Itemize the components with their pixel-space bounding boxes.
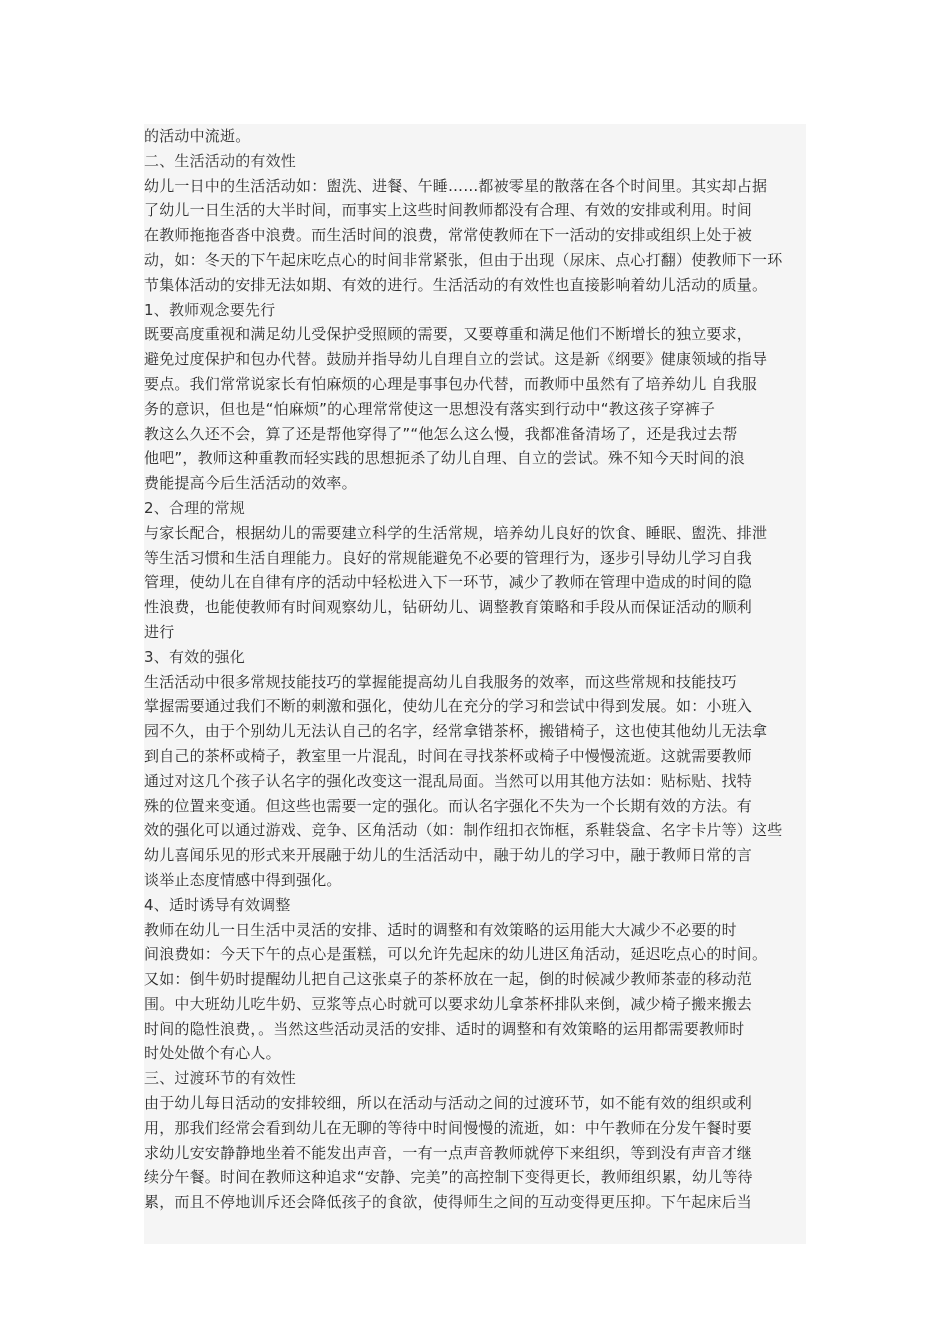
text-line: 用，那我们经常会看到幼儿在无聊的等待中时间慢慢的流逝，如：中午教师在分发午餐时要	[144, 1118, 753, 1137]
text-line: 进行	[144, 622, 175, 641]
text-line: 等生活习惯和生活自理能力。良好的常规能避免不必要的管理行为，逐步引导幼儿学习自我	[144, 548, 753, 567]
text-line: 掌握需要通过我们不断的刺激和强化，使幼儿在充分的学习和尝试中得到发展。如：小班入	[144, 697, 753, 716]
text-line: 时处处做个有心人。	[144, 1044, 281, 1063]
text-line: 幼儿喜闻乐见的形式来开展融于幼儿的生活活动中，融于幼儿的学习中，融于教师日常的言	[144, 846, 753, 865]
text-line: 时间的隐性浪费，。当然这些活动灵活的安排、适时的调整和有效策略的运用都需要教师时	[144, 1019, 745, 1038]
text-line: 了幼儿一日生活的大半时间，而事实上这些时间教师都没有合理、有效的安排或利用。时间	[144, 201, 753, 220]
text-line: 与家长配合，根据幼儿的需要建立科学的生活常规，培养幼儿良好的饮食、睡眠、盥洗、排泄	[144, 523, 768, 542]
text-line: 教这么久还不会，算了还是帮他穿得了”“他怎么这么慢，我都准备清场了，还是我过去帮	[144, 424, 738, 443]
text-line: 累，而且不停地训斥还会降低孩子的食欲，使得师生之间的互动变得更压抑。下午起床后当	[144, 1193, 753, 1212]
subsection-heading: 4、适时诱导有效调整	[144, 895, 291, 914]
text-line: 他吧”，教师这种重教而轻实践的思想扼杀了幼儿自理、自立的尝试。殊不知今天时间的浪	[144, 449, 745, 468]
section-heading: 二、生活活动的有效性	[144, 151, 297, 170]
text-line: 节集体活动的安排无法如期、有效的进行。生活活动的有效性也直接影响着幼儿活动的质量。	[144, 275, 768, 294]
text-line: 避免过度保护和包办代替。鼓励并指导幼儿自理自立的尝试。这是新《纲要》健康领域的指导	[144, 350, 768, 369]
text-line: 的活动中流逝。	[144, 127, 251, 145]
subsection-heading: 1、教师观念要先行	[144, 300, 276, 319]
text-line: 生活活动中很多常规技能技巧的掌握能提高幼儿自我服务的效率，而这些常规和技能技巧	[144, 672, 737, 691]
text-line: 又如：倒牛奶时提醒幼儿把自己这张桌子的茶杯放在一起，倒的时候减少教师茶壶的移动范	[144, 970, 753, 989]
text-line: 围。中大班幼儿吃牛奶、豆浆等点心时就可以要求幼儿拿茶杯排队来倒，减少椅子搬来搬去	[144, 994, 753, 1013]
subsection-heading: 2、合理的常规	[144, 498, 245, 517]
text-line: 效的强化可以通过游戏、竞争、区角活动（如：制作纽扣衣饰框，系鞋袋盒、名字卡片等）这些	[144, 821, 783, 840]
text-line: 教师在幼儿一日生活中灵活的安排、适时的调整和有效策略的运用能大大减少不必要的时	[144, 920, 737, 939]
text-line: 续分午餐。时间在教师这种追求“安静、完美”的高控制下变得更长，教师组织累，幼儿等待	[144, 1168, 753, 1187]
text-line: 求幼儿安安静静地坐着不能发出声音，一有一点声音教师就停下来组织，等到没有声音才继	[144, 1143, 753, 1162]
text-line: 到自己的茶杯或椅子，教室里一片混乱，时间在寻找茶杯或椅子中慢慢流逝。这就需要教师	[144, 746, 753, 765]
text-line: 在教师拖拖沓沓中浪费。而生活时间的浪费，常常使教师在下一活动的安排或组织上处于被	[144, 226, 753, 245]
section-heading: 三、过渡环节的有效性	[144, 1069, 297, 1088]
text-line: 要点。我们常常说家长有怕麻烦的心理是事事包办代替，而教师中虽然有了培养幼儿 自我服	[144, 374, 757, 393]
text-line: 通过对这几个孩子认名字的强化改变这一混乱局面。当然可以用其他方法如：贴标贴、找特	[144, 771, 753, 790]
text-line: 既要高度重视和满足幼儿受保护受照顾的需要，又要尊重和满足他们不断增长的独立要求，	[144, 325, 753, 344]
text-line: 管理，使幼儿在自律有序的活动中轻松进入下一环节，减少了教师在管理中造成的时间的隐	[144, 573, 753, 592]
text-line: 殊的位置来变通。但这些也需要一定的强化。而认名字强化不失为一个长期有效的方法。有	[144, 796, 753, 815]
text-line: 性浪费，也能使教师有时间观察幼儿，钻研幼儿、调整教育策略和手段从而保证活动的顺利	[144, 598, 753, 617]
subsection-heading: 3、有效的强化	[144, 647, 245, 666]
text-line: 费能提高今后生活活动的效率。	[144, 474, 357, 493]
text-line: 谈举止态度情感中得到强化。	[144, 870, 342, 889]
text-line: 幼儿一日中的生活活动如：盥洗、进餐、午睡……都被零星的散落在各个时间里。其实却占据	[144, 176, 768, 195]
text-line: 由于幼儿每日活动的安排较细，所以在活动与活动之间的过渡环节，如不能有效的组织或利	[144, 1094, 753, 1113]
document-body	[144, 124, 806, 1215]
text-line: 间浪费如：今天下午的点心是蛋糕，可以允许先起床的幼儿进区角活动，延迟吃点心的时间。	[144, 945, 768, 964]
text-line: 务的意识，但也是“怕麻烦”的心理常常使这一思想没有落实到行动中“教这孩子穿裤子	[144, 399, 716, 418]
text-line: 动，如：冬天的下午起床吃点心的时间非常紧张，但由于出现（尿床、点心打翻）使教师下一环	[144, 250, 783, 269]
text-line: 园不久，由于个别幼儿无法认自己的名字，经常拿错茶杯，搬错椅子，这也使其他幼儿无法拿	[144, 722, 768, 741]
